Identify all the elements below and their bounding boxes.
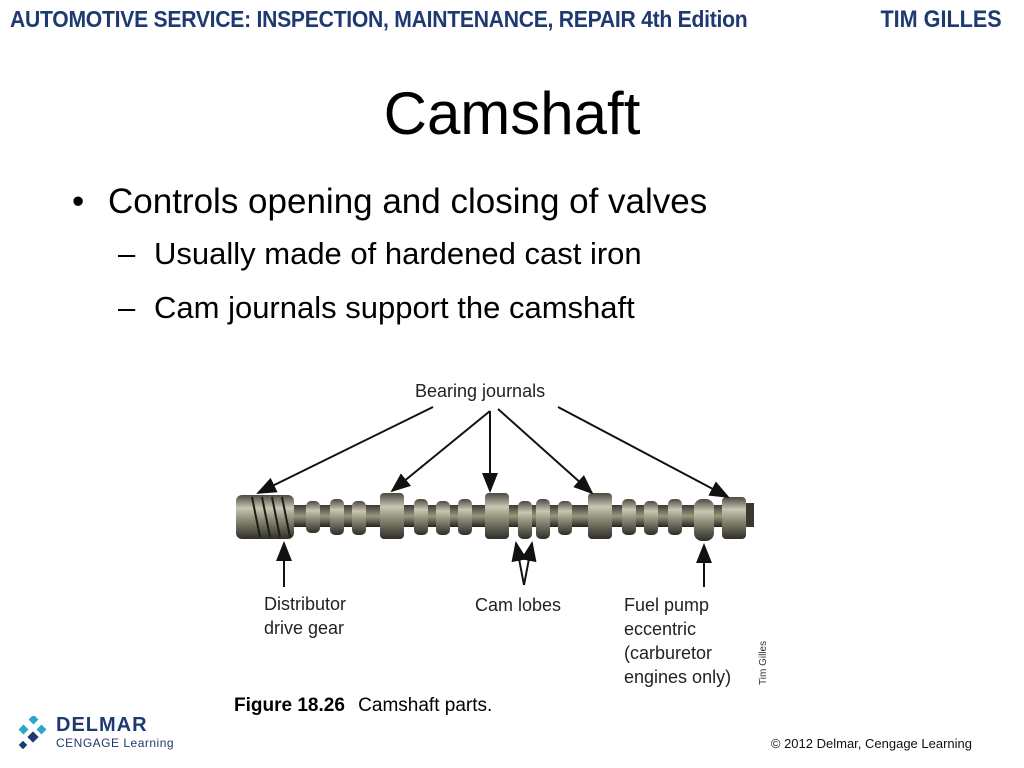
bullet-marker: • bbox=[72, 182, 85, 221]
figure-caption-text: Camshaft parts. bbox=[358, 695, 493, 716]
label-bearing-journals: Bearing journals bbox=[415, 381, 546, 401]
pointer-arrow bbox=[558, 407, 728, 497]
book-title-banner bbox=[10, 6, 748, 36]
bullet-list bbox=[72, 180, 972, 328]
logo-subtitle: CENGAGE Learning bbox=[56, 736, 175, 750]
book-title: AUTOMOTIVE SERVICE: INSPECTION, MAINTENANCE, REPAIR 4th Edition bbox=[10, 6, 748, 32]
cam-lobe bbox=[518, 501, 532, 539]
label-fuel-pump-eccentric bbox=[624, 593, 731, 689]
label-line: Fuel pump bbox=[624, 595, 710, 615]
cam-lobe bbox=[558, 501, 572, 535]
cam-lobe bbox=[306, 501, 320, 533]
cam-lobe bbox=[458, 499, 472, 535]
bearing-journal bbox=[485, 493, 509, 539]
bearing-journal bbox=[380, 493, 404, 539]
cam-lobe bbox=[352, 501, 366, 535]
label-distributor-drive-gear bbox=[264, 592, 346, 640]
publisher-logo bbox=[16, 714, 196, 754]
pointer-arrow bbox=[516, 543, 524, 585]
logo-mark-icon bbox=[16, 716, 52, 752]
subbullet-text: Usually made of hardened cast iron bbox=[154, 236, 642, 271]
cam-lobe bbox=[414, 499, 428, 535]
photo-credit: Tim Gilles bbox=[758, 640, 769, 685]
bearing-journal bbox=[722, 497, 746, 539]
label-line: drive gear bbox=[264, 618, 345, 638]
subbullet-marker: – bbox=[118, 236, 136, 271]
pointer-arrow bbox=[524, 543, 532, 585]
copyright-notice: © 2012 Delmar, Cengage Learning bbox=[770, 736, 972, 751]
slide-title: Camshaft bbox=[383, 80, 641, 147]
subbullet-item bbox=[72, 234, 972, 274]
pointer-arrow bbox=[498, 409, 592, 493]
logo-brand: DELMAR bbox=[56, 714, 148, 736]
label-line: eccentric bbox=[624, 619, 697, 639]
cam-lobe bbox=[436, 501, 450, 535]
camshaft-figure bbox=[228, 365, 788, 725]
cam-lobe bbox=[536, 499, 550, 539]
cam-lobe bbox=[330, 499, 344, 535]
bearing-journal bbox=[588, 493, 612, 539]
cam-lobe bbox=[622, 499, 636, 535]
bullet-item bbox=[72, 180, 972, 224]
label-line: (carburetor bbox=[624, 643, 713, 663]
cam-lobe bbox=[668, 499, 682, 535]
pointer-arrow bbox=[392, 411, 490, 491]
author-name: TIM GILLES bbox=[880, 6, 1002, 33]
subbullet-item bbox=[72, 288, 972, 328]
label-line: engines only) bbox=[624, 667, 732, 687]
label-line: Distributor bbox=[264, 594, 347, 614]
fuel-pump-eccentric bbox=[694, 499, 714, 541]
label-cam-lobes: Cam lobes bbox=[475, 595, 562, 615]
figure-number: Figure 18.26 bbox=[234, 695, 345, 716]
figure-caption bbox=[234, 695, 492, 717]
cam-lobe bbox=[644, 501, 658, 535]
subbullet-marker: – bbox=[118, 290, 136, 325]
bullet-text: Controls opening and closing of valves bbox=[108, 182, 708, 221]
subbullet-text: Cam journals support the camshaft bbox=[154, 290, 635, 325]
